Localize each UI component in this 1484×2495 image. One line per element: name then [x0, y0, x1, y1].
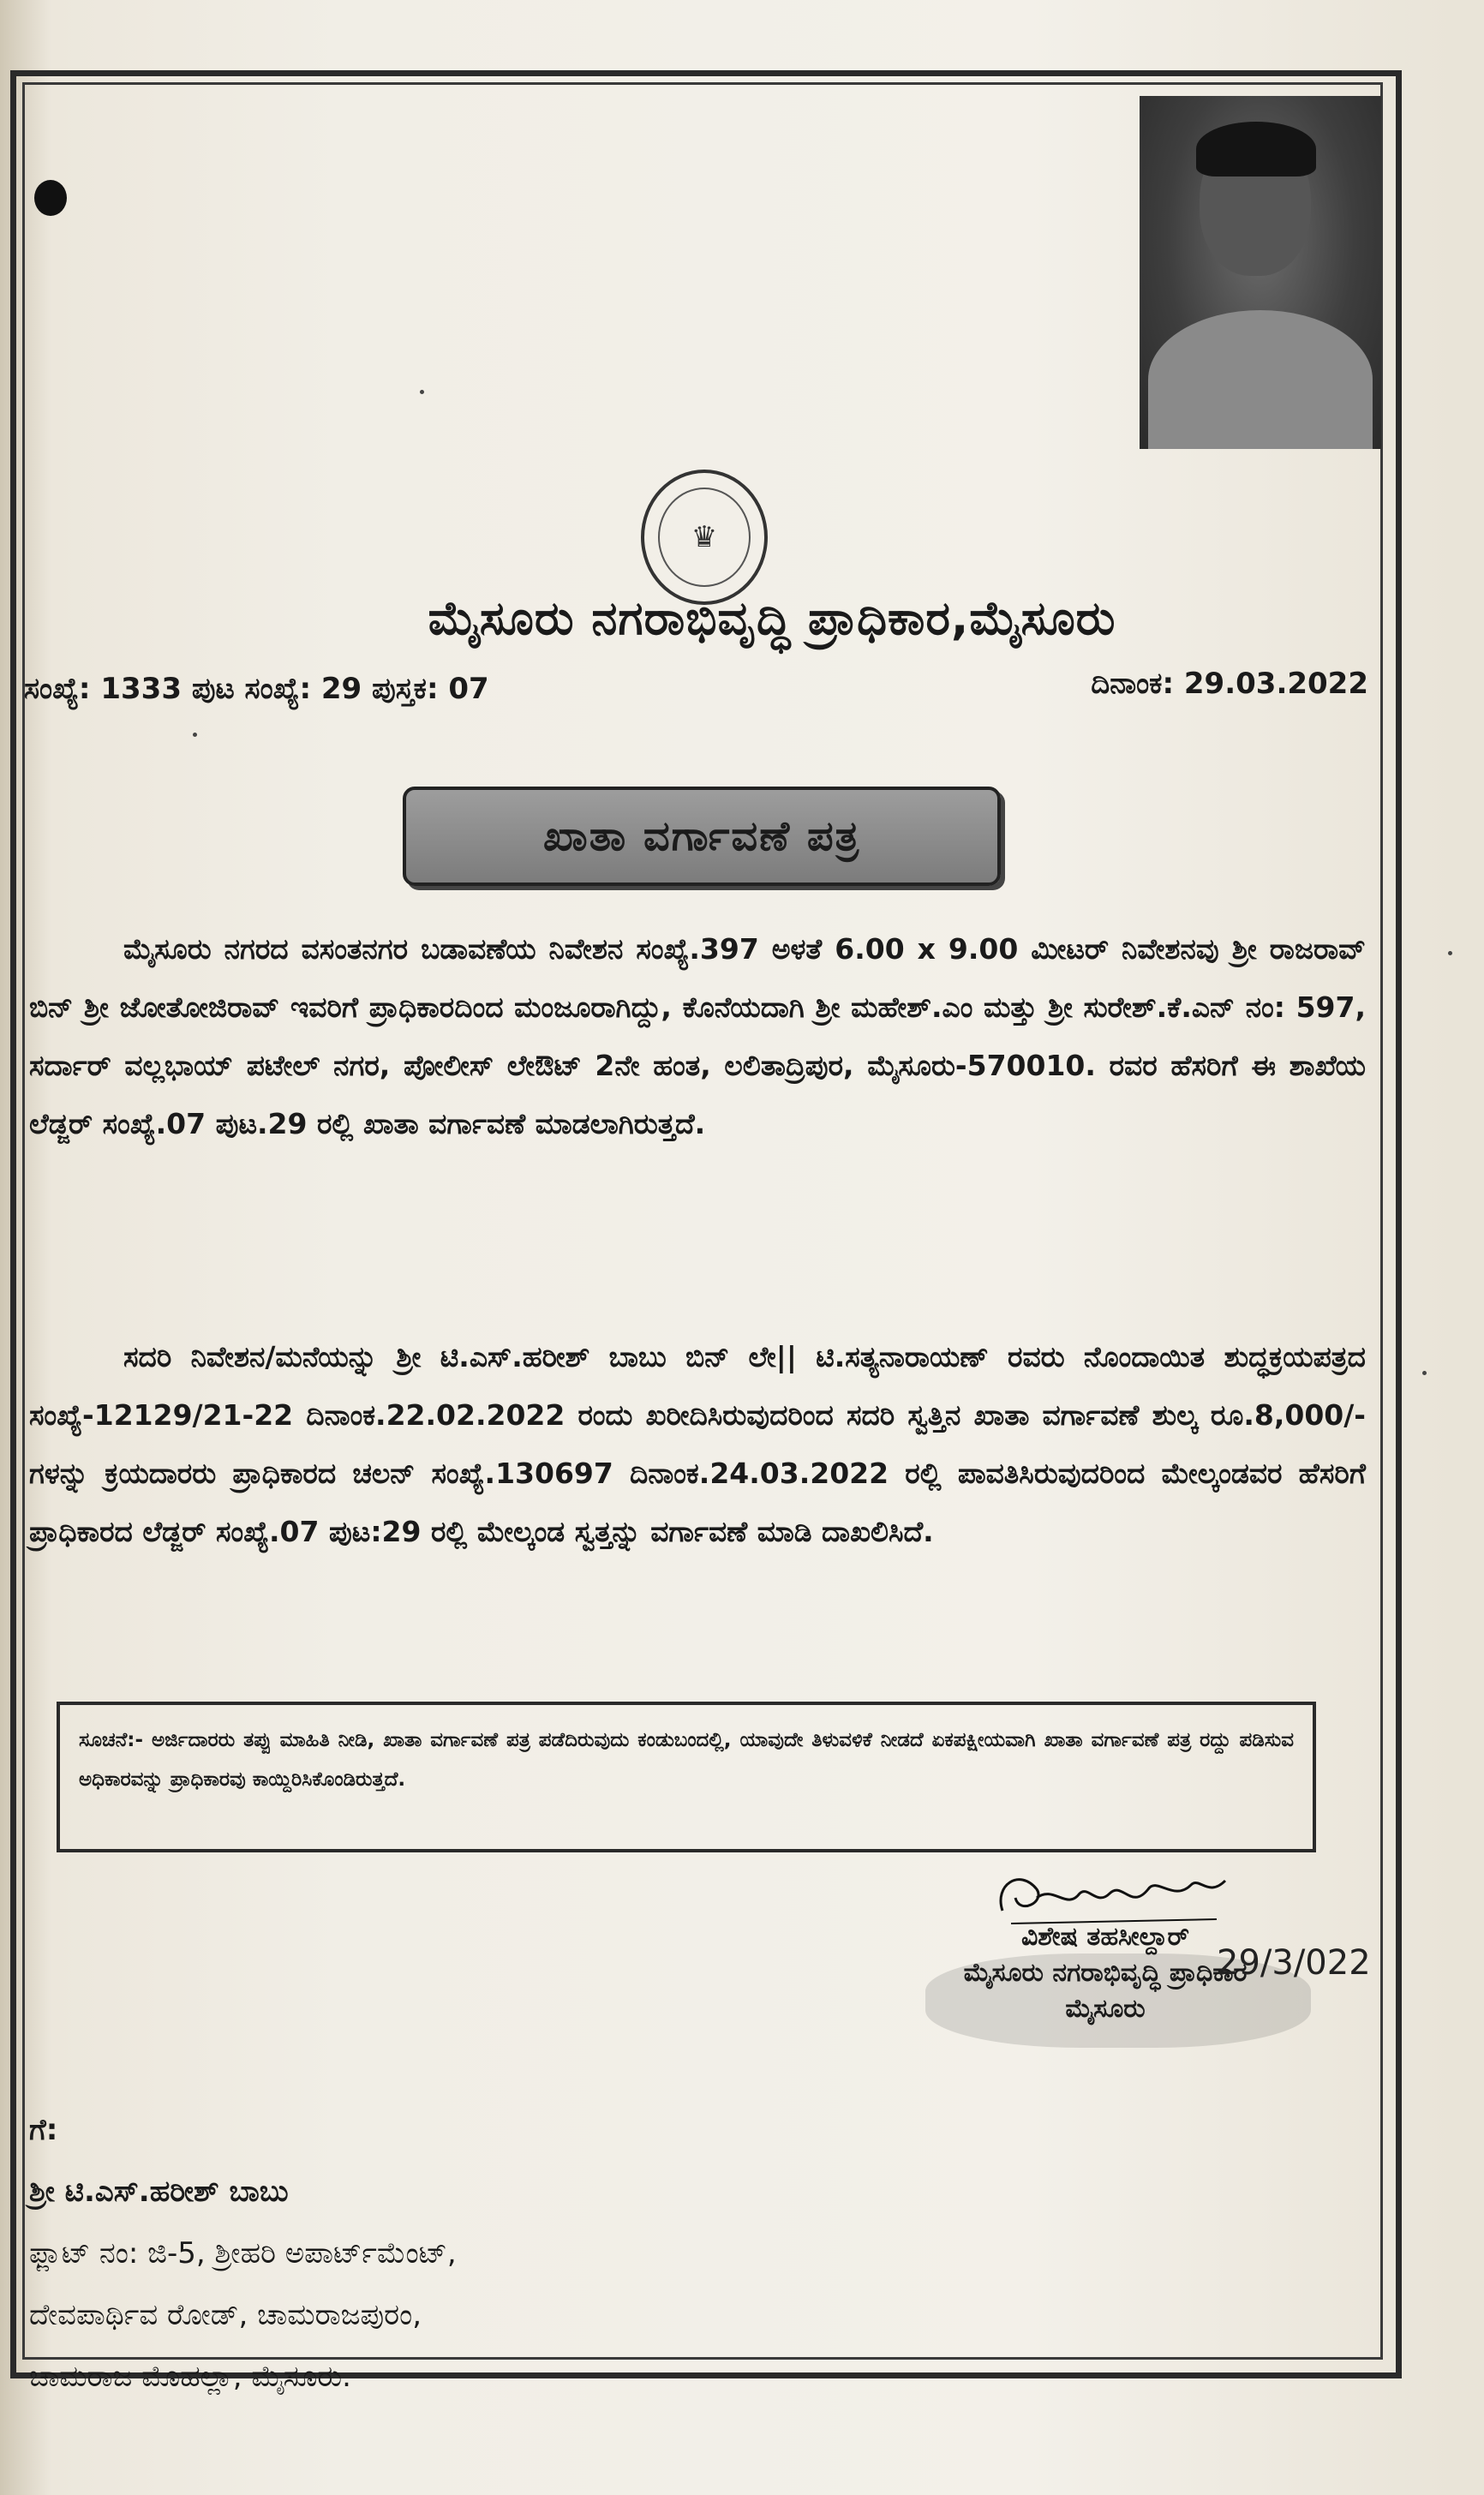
to-label: ಗೆ: [29, 2113, 58, 2147]
certificate-title: ಖಾತಾ ವರ್ಗಾವಣೆ ಪತ್ರ [542, 811, 861, 860]
signatory-block [848, 1919, 1371, 2027]
reference-number: ಸಂಖ್ಯೆ: 1333 ಪುಟ ಸಂಖ್ಯೆ: 29 ಪುಸ್ತಕ: 07 [24, 672, 489, 706]
paper-speck [193, 733, 197, 737]
recipient-address [29, 2099, 457, 2408]
recipient-name: ಶ್ರೀ ಟಿ.ಎಸ್.ಹರೀಶ್ ಬಾಬು [29, 2175, 289, 2209]
address-line-1: ಫ್ಲಾಟ್ ನಂ: ಜಿ-5, ಶ್ರೀಹರಿ ಅಪಾರ್ಟ್‌ಮೆಂಟ್, [29, 2236, 457, 2271]
paper-speck [1422, 1371, 1427, 1375]
photo-shoulders [1148, 310, 1373, 449]
paper-speck [420, 390, 424, 394]
emblem-icon: ♛ [658, 488, 751, 587]
address-line-3: ಚಾಮರಾಜ ಮೊಹಲ್ಲಾ, ಮೈಸೂರು. [29, 2360, 351, 2394]
punch-hole [34, 180, 67, 216]
signatory-place: ಮೈಸೂರು [1065, 1994, 1146, 2024]
address-line-2: ದೇವಪಾರ್ಥಿವ ರೋಡ್, ಚಾಮರಾಜಪುರಂ, [29, 2298, 422, 2332]
photo-hair [1196, 122, 1316, 177]
organization-title: ಮೈಸೂರು ನಗರಾಭಿವೃದ್ಧಿ ಪ್ರಾಧಿಕಾರ,ಮೈಸೂರು [428, 591, 1116, 645]
paper-speck [1448, 951, 1452, 955]
issue-date: ದಿನಾಂಕ: 29.03.2022 [1091, 667, 1368, 701]
signatory-designation: ವಿಶೇಷ ತಹಸೀಲ್ದಾರ್ [1020, 1922, 1190, 1952]
body-paragraph-2: ಸದರಿ ನಿವೇಶನ/ಮನೆಯನ್ನು ಶ್ರೀ ಟಿ.ಎಸ್.ಹರೀಶ್ ಬಾಬು ಬಿನ್ ಲೇ|| ಟಿ.ಸತ್ಯನಾರಾಯಣ್ ರವರು ನೊಂದಾಯಿತ ಶುದ್ಧಕ್ರಯಪತ್ರದ ಸಂಖ್ಯೆ-12129/21-22 ದಿನಾಂಕ.22.02.2022 ರಂದು ಖರೀದಿಸಿರುವುದರಿಂದ ಸದರಿ ಸ್ವತ್ತಿನ ಖಾತಾ ವರ್ಗಾವಣೆ ಶುಲ್ಕ ರೂ.8,000/-ಗಳನ್ನು ಕ್ರಯದಾರರು ಪ್ರಾಧಿಕಾರದ ಚಲನ್ ಸಂಖ್ಯೆ.130697 ದಿನಾಂಕ.24.03.2022 ರಲ್ಲಿ ಪಾವತಿಸಿರುವುದರಿಂದ ಮೇಲ್ಕಂಡವರ ಹೆಸರಿಗೆ ಪ್ರಾಧಿಕಾರದ ಲೆಡ್ಜರ್ ಸಂಖ್ಯೆ.07 ಪುಟ:29 ರಲ್ಲಿ ಮೇಲ್ಕಂಡ ಸ್ವತ್ತನ್ನು ವರ್ಗಾವಣೆ ಮಾಡಿ ದಾಖಲಿಸಿದೆ. [29, 1340, 1366, 1548]
applicant-photo [1140, 96, 1381, 449]
signatory-office: ಮೈಸೂರು ನಗರಾಭಿವೃದ್ಧಿ ಪ್ರಾಧಿಕಾರ [963, 1958, 1248, 1988]
signed-date: 29/3/022 [1217, 1943, 1371, 1983]
government-emblem-seal [641, 470, 768, 605]
certificate-banner [403, 787, 1001, 886]
notice-box: ಸೂಚನೆ:- ಅರ್ಜಿದಾರರು ತಪ್ಪು ಮಾಹಿತಿ ನೀಡಿ, ಖಾತಾ ವರ್ಗಾವಣೆ ಪತ್ರ ಪಡೆದಿರುವುದು ಕಂಡುಬಂದಲ್ಲಿ, ಯಾವುದೇ ತಿಳುವಳಿಕೆ ನೀಡದೆ ಏಕಪಕ್ಷೀಯವಾಗಿ ಖಾತಾ ವರ್ಗಾವಣೆ ಪತ್ರ ರದ್ದು ಪಡಿಸುವ ಅಧಿಕಾರವನ್ನು ಪ್ರಾಧಿಕಾರವು ಕಾಯ್ದಿರಿಸಿಕೊಂಡಿರುತ್ತದೆ. [57, 1702, 1316, 1852]
body-paragraph-1: ಮೈಸೂರು ನಗರದ ವಸಂತನಗರ ಬಡಾವಣೆಯ ನಿವೇಶನ ಸಂಖ್ಯೆ.397 ಅಳತೆ 6.00 x 9.00 ಮೀಟರ್ ನಿವೇಶನವು ಶ್ರೀ ರಾಜರಾವ್ ಬಿನ್ ಶ್ರೀ ಜೋತೋಜಿರಾವ್ ಇವರಿಗೆ ಪ್ರಾಧಿಕಾರದಿಂದ ಮಂಜೂರಾಗಿದ್ದು, ಕೊನೆಯದಾಗಿ ಶ್ರೀ ಮಹೇಶ್.ಎಂ ಮತ್ತು ಶ್ರೀ ಸುರೇಶ್.ಕೆ.ಎನ್ ನಂ: 597, ಸರ್ದಾರ್ ವಲ್ಲಭಾಯ್ ಪಟೇಲ್ ನಗರ, ಪೋಲೀಸ್ ಲೇಔಟ್ 2ನೇ ಹಂತ, ಲಲಿತಾದ್ರಿಪುರ, ಮೈಸೂರು-570010. ರವರ ಹೆಸರಿಗೆ ಈ ಶಾಖೆಯ ಲೆಡ್ಜರ್ ಸಂಖ್ಯೆ.07 ಪುಟ.29 ರಲ್ಲಿ ಖಾತಾ ವರ್ಗಾವಣೆ ಮಾಡಲಾಗಿರುತ್ತದೆ. [29, 932, 1366, 1140]
